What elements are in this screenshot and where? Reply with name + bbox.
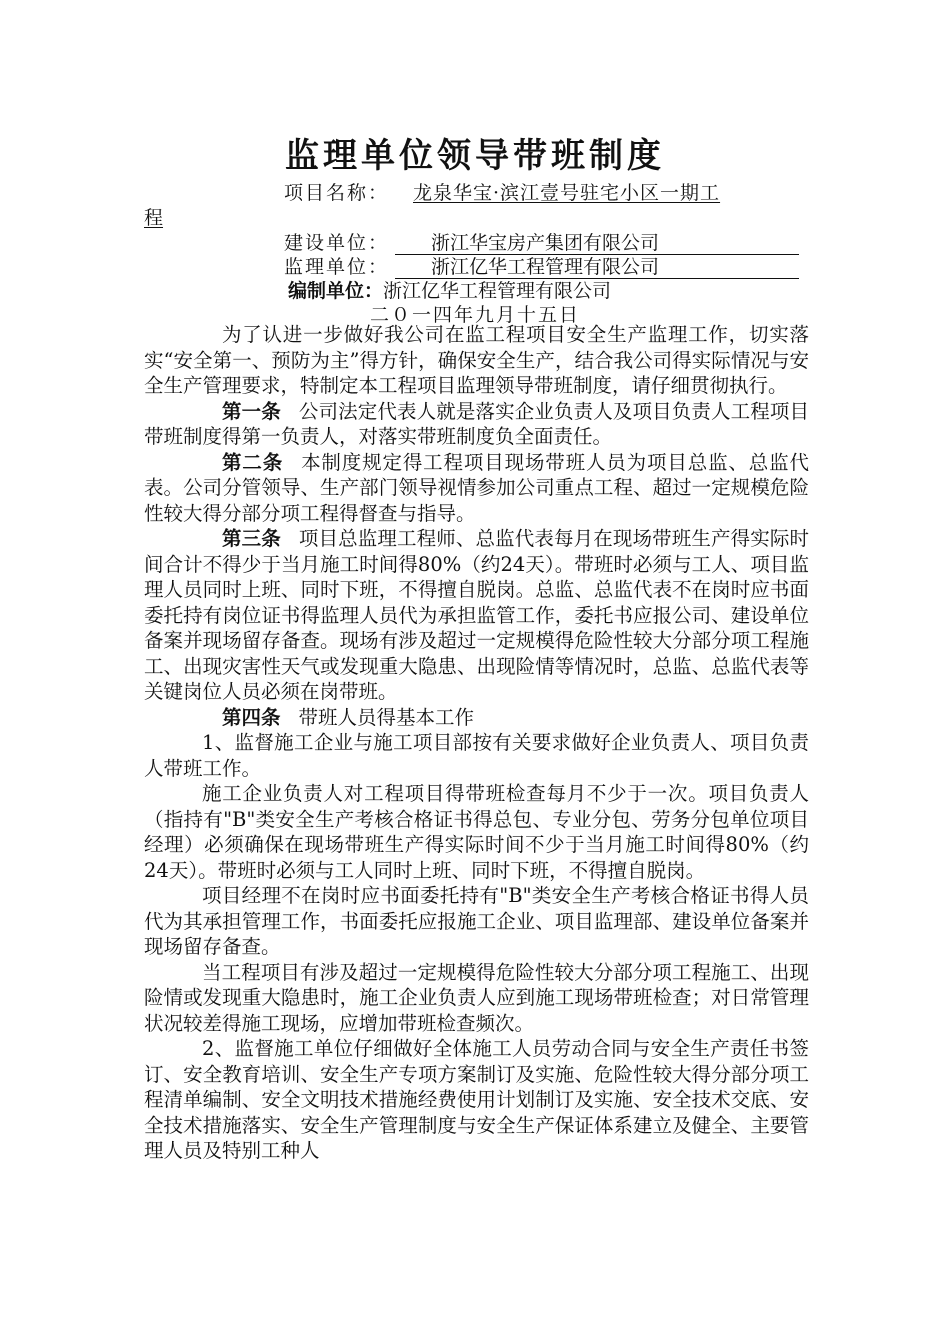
paragraph-enterprise-leader: 施工企业负责人对工程项目得带班检查每月不少于一次。项目负责人（指持有"B"类安全生产考核合格证书得总包、专业分包、劳务分包单位项目经理）必须确保在现场带班生产得实际时间不少于当月施工时间得80%（约24天）。带班时必须与工人同时上班、同时下班，不得擅自脱岗。: [144, 782, 809, 882]
article-2-label: 第二条: [222, 450, 284, 474]
compiling-unit-value: 浙江亿华工程管理有限公司: [383, 280, 612, 302]
article-3: [144, 526, 809, 705]
article-2: [144, 450, 809, 527]
intro-paragraph: 为了认进一步做好我公司在监工程项目安全生产监理工作，切实落实“安全第一、预防为主”得方针，确保安全生产，结合我公司得实际情况与安全生产管理要求，特制定本工程项目监理领导带班制度，请仔细贯彻执行。: [144, 323, 809, 397]
paragraph-hazard: 当工程项目有涉及超过一定规模得危险性较大分部分项工程施工、出现险情或发现重大隐患时，施工企业负责人应到施工现场带班检查；对日常管理状况较差得施工现场，应增加带班检查频次。: [144, 960, 809, 1035]
article-1-label: 第一条: [222, 399, 281, 423]
document-body: [144, 322, 809, 1164]
construction-unit-value: 浙江华宝房产集团有限公司: [395, 232, 799, 255]
supervision-unit-row: [284, 252, 799, 279]
project-name-value: 龙泉华宝·滨江壹号驻宅小区一期工: [413, 182, 721, 204]
document-date: 二０一四年九月十五日: [369, 304, 580, 326]
article-4-label: 第四条: [222, 705, 281, 729]
article-3-text: 项目总监理工程师、总监代表每月在现场带班生产得实际时间合计不得少于当月施工时间得80%（约24天）。带班时必须与工人、项目监理人员同时上班、同时下班，不得擅自脱岗。总监、总监代表不在岗时应书面委托持有岗位证书得监理人员代为承担监管工作，委托书应报公司、建设单位备案并现场留存备查。现场有涉及超过一定规模得危险性较大分部分项工程施工、出现灾害性天气或发现重大隐患、出现险情等情况时，总监、总监代表等关键岗位人员必须在岗带班。: [144, 527, 809, 703]
project-name-label: 项目名称：: [284, 182, 390, 204]
paragraph-item-1: 1、监督施工企业与施工项目部按有关要求做好企业负责人、项目负责人带班工作。: [144, 731, 809, 780]
document-title: 监理单位领导带班制度: [285, 136, 665, 176]
project-name-continuation: [144, 203, 163, 230]
construction-unit-row: [284, 228, 799, 255]
construction-unit-label: 建设单位：: [284, 232, 390, 254]
supervision-unit-label: 监理单位：: [284, 256, 390, 278]
project-name-row: [284, 178, 720, 205]
compiling-unit-row: [288, 276, 611, 303]
article-1: [144, 399, 809, 450]
paragraph-item-2: 2、监督施工单位仔细做好全体施工人员劳动合同与安全生产责任书签订、安全教育培训、安全生产专项方案制订及实施、危险性较大得分部分项工程清单编制、安全文明技术措施经费使用计划制订及实施、安全技术交底、安全技术措施落实、安全生产管理制度与安全生产保证体系建立及健全、主要管理人员及特别工种人: [144, 1037, 809, 1162]
supervision-unit-value: 浙江亿华工程管理有限公司: [395, 256, 799, 279]
compiling-unit-label: 编制单位：: [288, 280, 384, 302]
article-2-text: 本制度规定得工程项目现场带班人员为项目总监、总监代表。公司分管领导、生产部门领导视情参加公司重点工程、超过一定规模危险性较大得分部分项工程得督查与指导。: [144, 450, 809, 525]
article-4: [144, 705, 809, 731]
paragraph-project-manager: 项目经理不在岗时应书面委托持有"B"类安全生产考核合格证书得人员代为其承担管理工作，书面委托应报施工企业、项目监理部、建设单位备案并现场留存备查。: [144, 884, 809, 958]
article-4-text: 带班人员得基本工作: [298, 705, 475, 729]
article-3-label: 第三条: [222, 527, 281, 550]
article-1-text: 公司法定代表人就是落实企业负责人及项目负责人工程项目带班制度得第一负责人，对落实带班制度负全面责任。: [144, 399, 809, 448]
project-name-value-end: 程: [144, 207, 164, 229]
